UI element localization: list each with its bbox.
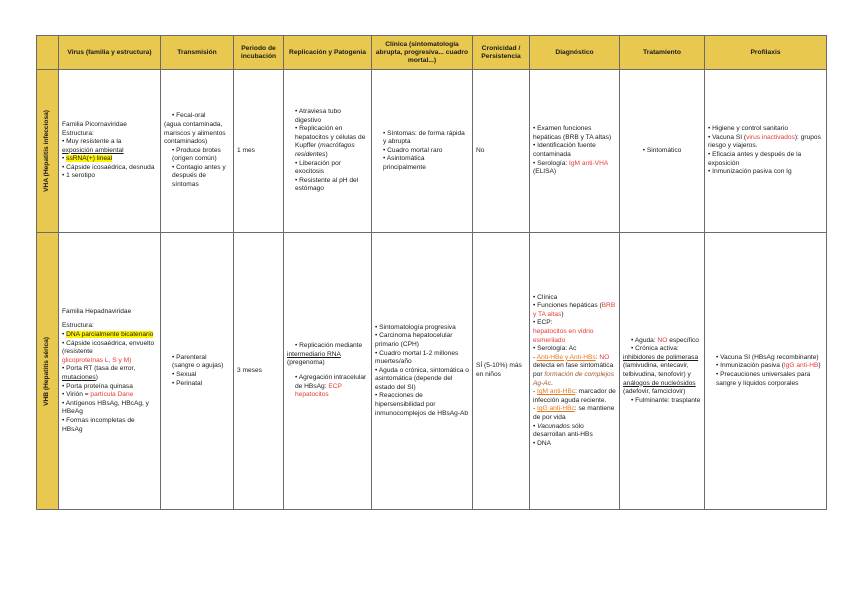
vha-pro-higiene: • Higiene y control sanitario (708, 125, 789, 133)
vhb-dx-anti-hbe-label: Anti-HBe y Anti-HBs (536, 353, 596, 361)
vha-dx-elisa: (ELISA) (533, 168, 557, 176)
vha-virus-resistente: • Muy resistente a la (62, 138, 122, 146)
vhb-dx-funciones-text: • Funciones hepáticas ( (533, 302, 602, 310)
vhb-virus-rt (62, 365, 157, 382)
vha-pro-inmunizacion: • Inmunización pasiva con Ig (708, 168, 792, 176)
header-cronicidad: Cronicidad / Persistencia (473, 36, 530, 70)
vhb-tx-aguda-label: • Aguda: (631, 336, 658, 344)
vha-trans-contagio: • Contagio antes y después de síntomas (172, 163, 226, 189)
header-tratamiento: Tratamiento (620, 36, 705, 70)
vhb-cli-aguda: • Aguda o crónica, sintomática o asintomática (depende del estado del SI) (375, 366, 469, 391)
vhb-trans-sexual: • Sexual (172, 371, 197, 378)
vhb-tx-aguda-no: NO (657, 336, 668, 344)
vha-virus-genoma-bullet: • (62, 155, 67, 163)
vhb-clinica-cell (372, 233, 473, 510)
vhb-tx-aguda-text: específico (667, 336, 699, 344)
vhb-dx-igg-text: : se mantiene de por vida (533, 405, 615, 421)
vha-rep-tubo: • Atraviesa tubo digestivo (295, 108, 341, 124)
vhb-periodo-cell: 3 meses (234, 233, 284, 510)
vha-rep-exocitosis: • Liberación por exocitosis (295, 159, 341, 176)
vhb-dx-complejos: formación de complejos Ag-Ac (533, 371, 615, 387)
vhb-diagnostico-cell (530, 233, 620, 510)
row-label-vhb (37, 233, 59, 510)
vhb-virus-virion (62, 391, 157, 400)
vhb-virus-glicoproteinas: glicoproteínas L, S y M) (62, 356, 132, 364)
vhb-virus-dna-text: DNA parcialmente bicatenario (66, 331, 154, 339)
vhb-tx-analogos (623, 380, 701, 397)
vha-dx-serologia-label: • Serología: (533, 159, 570, 167)
vhb-rep-pregenoma: (pregenoma) (287, 359, 325, 367)
vhb-cli-mortal: • Cuadro mortal 1-2 millones muertes/año (375, 349, 459, 366)
vha-rep-ph: • Resistente al pH del estómago (295, 176, 359, 193)
vhb-dx-anti-hbe-dot: . (550, 379, 553, 387)
vhb-cronicidad-cell: SÍ (5-10%) más en niños (473, 233, 530, 510)
vhb-virus-virion-label: • Virión = (62, 391, 91, 399)
vha-virus-estructura: Estructura: (62, 129, 94, 137)
vhb-tx-inhibidores (623, 354, 701, 380)
vha-rep-hepatocitos-text: • Replicación en hepatocitos y células de Kupffer ( (295, 125, 366, 150)
vha-cli-mortal: • Cuadro mortal raro (383, 146, 443, 154)
vhb-virus-rt-paren: ) (95, 374, 98, 381)
vha-diagnostico-cell (530, 70, 620, 233)
row-label-vha-text: VHA (Hepatitis infecciosa) (43, 110, 51, 192)
vhb-virus-dane: partícula Dane (90, 391, 134, 399)
header-virus: Virus (familia y estructura) (59, 36, 161, 70)
vhb-tx-fulminante: • Fulminante: trasplante (631, 396, 701, 404)
vhb-virus-dna (62, 331, 157, 340)
vhb-virus-dna-bullet: • (62, 331, 67, 339)
vhb-trans-parenteral: • Parenteral (sangre o agujas) (172, 353, 224, 370)
vha-virus-cell (59, 70, 161, 233)
vha-virus-genoma-text: ssRNA(+) lineal (66, 155, 113, 163)
vhb-pro-precauciones: • Precauciones universales para sangre y líquidos corporales (716, 371, 811, 387)
vhb-pro-pasiva (708, 362, 823, 371)
vha-pro-virus-inactivados: virus inactivados (746, 133, 795, 141)
vhb-pro-pasiva-paren: ) (818, 362, 821, 370)
vhb-dx-igm (533, 388, 616, 405)
vhb-virus-mutaciones: mutaciones (62, 374, 96, 381)
vhb-virus-familia: Familia Hepadnaviridae (62, 307, 132, 315)
vhb-pro-vacuna: • Vacuna SI (HBsAg recombinante) (716, 353, 819, 361)
vha-trans-fecal: • Fecal-oral (172, 112, 206, 120)
vha-cronicidad-cell: No (473, 70, 530, 233)
vhb-tx-inhibidores-label: inhibidores de polimerasa (623, 353, 699, 361)
vha-pro-vacuna-label: • Vacuna SI ( (708, 133, 747, 141)
header-row (37, 36, 827, 70)
vhb-rep-agregacion (287, 374, 368, 400)
vhb-cli-hipersensibilidad: • Reacciones de hipersensibilidad por inmunocomplejos de HBsAg-Ab (375, 392, 469, 417)
vha-transmision-cell (161, 70, 234, 233)
header-corner (37, 36, 59, 70)
vha-virus-familia: Familia Picornaviridae (62, 120, 127, 128)
vhb-virus-capside: • Cápside icosaédrica, envuelto (resistente (62, 339, 155, 356)
vhb-rep-intermediario: intermediario RNA (287, 350, 341, 358)
vhb-tx-analogos-list: (adefovir, famciclovir) (623, 388, 686, 396)
vha-rep-paren: ) (325, 151, 328, 158)
vhb-dx-clinica: • Clínica (533, 293, 558, 301)
vhb-replicacion-cell (284, 233, 372, 510)
vha-replicacion-cell (284, 70, 372, 233)
vha-rep-hepatocitos (287, 125, 368, 159)
vhb-dx-dna: • DNA (533, 439, 552, 447)
vhb-trans-perinatal: • Perinatal (172, 379, 203, 387)
vhb-dx-anti-hbe-dash: - (533, 353, 537, 361)
vha-dx-examen: • Examen funciones hepáticas (BRB y TA altas) (533, 125, 612, 141)
vhb-dx-igm-label: IgM anti-HBc (537, 388, 576, 396)
vhb-virus-cell (59, 233, 161, 510)
vhb-virus-rt-text: • Porta RT (tasa de error, (62, 365, 136, 373)
vha-virus-genoma (62, 155, 157, 164)
vhb-tx-analogos-label: análogos de nucleósidos (623, 379, 696, 387)
vhb-rep-mediante: • Replicación mediante (295, 342, 363, 350)
vhb-profilaxis-cell (705, 233, 827, 510)
vhb-dx-igm-text: : marcador de infección aguda reciente. (533, 388, 616, 404)
header-profilaxis: Profilaxis (705, 36, 827, 70)
vhb-virus-quinasa: • Porta proteína quinasa (62, 382, 133, 390)
vhb-dx-funciones (533, 302, 616, 319)
vhb-dx-vacunados (533, 423, 616, 440)
vha-periodo-cell: 1 mes (234, 70, 284, 233)
vhb-tx-inhibidores-list: (lamivudina, entecavir, telbivudina, tenofovir) y (623, 362, 691, 378)
vha-clinica-cell (372, 70, 473, 233)
row-vhb (37, 233, 827, 510)
vhb-tx-cronica: • Crónica activa: (631, 345, 679, 353)
vha-virus-serotipo: • 1 serotipo (62, 172, 96, 180)
vhb-virus-antigenos: • Antígenos HBsAg, HBcAg, y HBeAg (62, 399, 149, 416)
row-vha (37, 70, 827, 233)
vhb-dx-serologia: • Serología: Ac (533, 345, 577, 353)
vhb-virus-estructura: Estructura: (62, 322, 94, 330)
header-clinica: Clínica (sintomatología abrupta, progresiva... cuadro mortal...) (372, 36, 473, 70)
header-replicacion: Replicación y Patogenia (284, 36, 372, 70)
vha-pro-grupos: ): grupos riesgo y viajeros. (708, 133, 821, 150)
vhb-tx-aguda (623, 337, 701, 346)
vhb-dx-anti-hbe-colon: : (595, 353, 600, 361)
vhb-virus-formas: • Formas incompletas de HBsAg (62, 416, 135, 433)
vhb-dx-igg (533, 405, 616, 422)
vhb-dx-ecp: • ECP: (533, 319, 553, 327)
vha-dx-fuente: • Identificación fuente contaminada (533, 142, 596, 158)
row-label-vha (37, 70, 59, 233)
vha-pro-vacuna (708, 134, 823, 151)
vha-profilaxis-cell (705, 70, 827, 233)
vhb-dx-igg-dash: - (533, 405, 538, 413)
vha-trans-brotes: • Produce brotes (orígen común) (172, 146, 221, 163)
vhb-dx-anti-hbe-text: detecta en fase sintomática por (533, 362, 614, 378)
vhb-dx-igg-label: IgG anti-HBc (537, 405, 575, 413)
vhb-dx-vacunados-label: Vacunados (537, 422, 570, 430)
vha-dx-igm: IgM anti-VHA (569, 159, 608, 167)
vha-rep-macrofagos: macrófagos residentes (295, 142, 355, 158)
vhb-dx-igm-dash: - (533, 388, 538, 396)
vhb-cli-carcinoma: • Carcinoma hepatocelular primario (CPH) (375, 332, 453, 348)
vhb-cli-progresiva: • Sintomatología progresiva (375, 323, 456, 331)
row-label-vhb-text: VHB (Hepatitis sérica) (43, 336, 51, 406)
vha-trans-agua: (agua contaminada, mariscos y alimentos contaminados) (164, 120, 226, 146)
vhb-dx-anti-hbe (533, 354, 616, 388)
vha-virus-capside: • Cápside icosaédrica, desnuda (62, 163, 155, 171)
vha-virus-exposicion: exposición ambiental (62, 146, 124, 154)
vha-tratamiento-cell: • Sintomático (620, 70, 705, 233)
vha-pro-eficacia: • Eficacia antes y después de la exposición (708, 151, 802, 167)
vha-dx-serologia (533, 160, 616, 177)
vhb-dx-vacunados-text: sólo desarrollan anti-HBs (533, 422, 593, 439)
vhb-rep-agregacion-text: • Agregación intracelular de HBsAg: (295, 374, 367, 390)
hepatitis-table (36, 35, 827, 510)
vhb-pro-igg: IgG anti-HB (783, 362, 819, 370)
header-diagnostico: Diagnóstico (530, 36, 620, 70)
vha-cli-asintomatica: • Asintomática principalmente (383, 155, 426, 171)
vhb-dx-vidrio: hepatocitos en vidrio esmerilado (533, 328, 594, 344)
vhb-dx-funciones-paren: ) (561, 310, 564, 318)
header-transmision: Transmisión (161, 36, 234, 70)
vhb-transmision-cell (161, 233, 234, 510)
vhb-dx-vacunados-bullet: • (533, 422, 538, 430)
vhb-pro-pasiva-label: • Inmunización pasiva ( (716, 362, 784, 370)
vhb-dx-anti-hbe-no: NO (599, 353, 610, 361)
vha-cli-sintomas: • Síntomas: de forma rápida y abrupta (383, 129, 465, 146)
vhb-rep-ecp: ECP hepatocitos (295, 382, 342, 399)
vhb-tratamiento-cell (620, 233, 705, 510)
vhb-dx-brb: BRB y TA altas (533, 302, 616, 318)
header-periodo: Periodo de incubación (234, 36, 284, 70)
